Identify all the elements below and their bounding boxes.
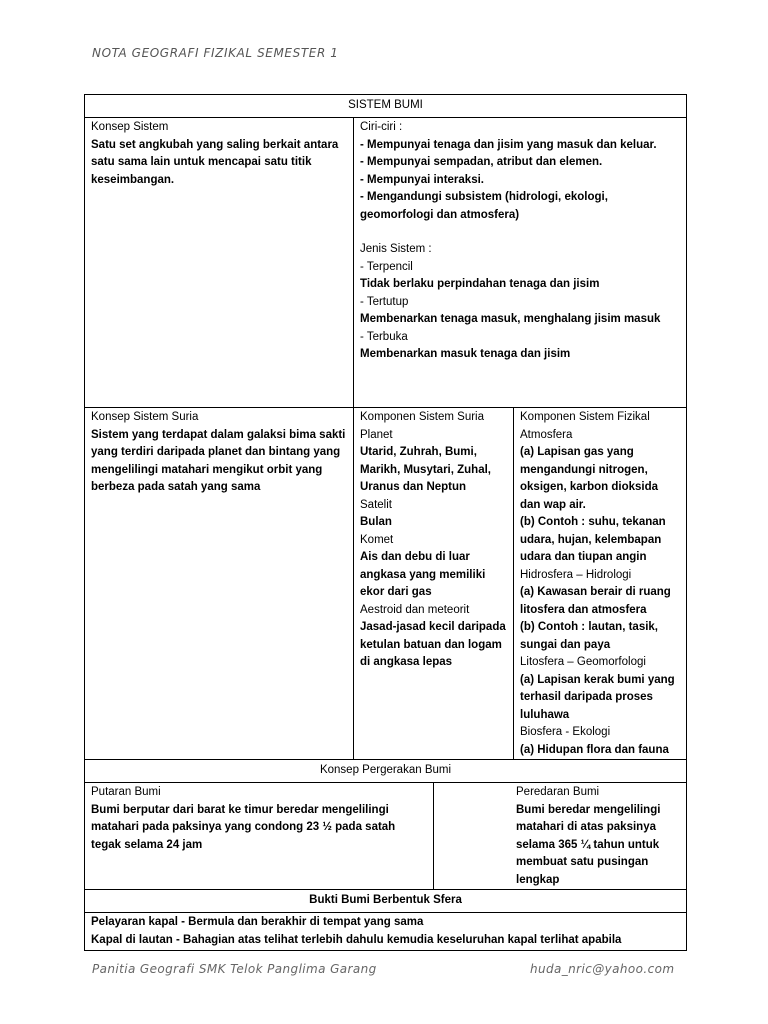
- konsep-suria-text: Sistem yang terdapat dalam galaksi bima sakti yang terdiri daripada planet dan bintang yang mengelilingi matahari mengikut orbit yang berbeza pada satah yang sama: [91, 428, 346, 493]
- section-title-sistem-bumi: SISTEM BUMI: [85, 95, 687, 118]
- peredaran-text: Bumi beredar mengelilingi matahari di atas paksinya selama 365 ¼ tahun untuk membuat satu pusingan lengkap: [516, 803, 661, 886]
- notes-table: [84, 94, 687, 951]
- ciri-label: Ciri-ciri :: [360, 121, 403, 133]
- footer-email: huda_nric@yahoo.com: [530, 962, 675, 976]
- atmosfera-b: (b) Contoh : suhu, tekanan udara, hujan, kelembapan udara dan tiupan angin: [520, 516, 666, 563]
- aestroid-text: Jasad-jasad kecil daripada ketulan batuan dan logam di angkasa lepas: [360, 621, 506, 668]
- biosfera-label: Biosfera - Ekologi: [520, 726, 611, 738]
- konsep-suria-label: Konsep Sistem Suria: [91, 411, 199, 423]
- ciri-item: - Mempunyai tenaga dan jisim yang masuk dan keluar.: [360, 138, 657, 151]
- cell-komponen-fizikal: [514, 408, 687, 760]
- jenis-name: - Terbuka: [360, 330, 408, 343]
- cell-putaran-bumi: [85, 783, 434, 890]
- komet-label: Komet: [360, 533, 394, 546]
- putaran-text: Bumi berputar dari barat ke timur beredar mengelilingi matahari pada paksinya yang condong 23 ½ pada satah tegak selama 24 jam: [91, 803, 396, 851]
- ciri-item: - Mempunyai interaksi.: [360, 173, 484, 186]
- bukti-item: Kapal di lautan - Bahagian atas telihat terlebih dahulu kemudia keseluruhan kapal terlihat apabila: [91, 933, 622, 946]
- section-header-row: [85, 890, 687, 913]
- aestroid-label: Aestroid dan meteorit: [360, 603, 470, 616]
- bukti-item: Pelayaran kapal - Bermula dan berakhir di tempat yang sama: [91, 916, 424, 928]
- cell-konsep-suria: [85, 408, 354, 760]
- section-title-bukti: Bukti Bumi Berbentuk Sfera: [85, 890, 687, 913]
- jenis-desc: Tidak berlaku perpindahan tenaga dan jisim: [360, 278, 600, 290]
- cell-ciri-ciri: [354, 118, 687, 408]
- hidrosfera-b: (b) Contoh : lautan, tasik, sungai dan paya: [520, 621, 658, 651]
- atmosfera-a: (a) Lapisan gas yang mengandungi nitrogen, oksigen, karbon dioksida dan wap air.: [520, 446, 659, 511]
- bulan-label: Bulan: [360, 516, 392, 528]
- jenis-name: - Tertutup: [360, 295, 409, 308]
- jenis-desc: Membenarkan tenaga masuk, menghalang jisim masuk: [360, 313, 661, 325]
- page-header: NOTA GEOGRAFI FIZIKAL SEMESTER 1: [92, 46, 339, 60]
- ciri-item: - Mengandungi subsistem (hidrologi, ekologi, geomorfologi dan atmosfera): [360, 191, 608, 221]
- row-sistem: [85, 118, 687, 408]
- komet-text: Ais dan debu di luar angkasa yang memiliki ekor dari gas: [360, 551, 486, 598]
- row-bukti: [85, 913, 687, 951]
- peredaran-label: Peredaran Bumi: [516, 786, 600, 798]
- satelit-label: Satelit: [360, 498, 392, 511]
- jenis-name: - Terpencil: [360, 260, 413, 273]
- cell-bukti: [85, 913, 687, 951]
- section-title-pergerakan: Konsep Pergerakan Bumi: [85, 760, 687, 783]
- planet-text: Utarid, Zuhrah, Bumi, Marikh, Musytari, Zuhal, Uranus dan Neptun: [360, 446, 491, 493]
- row-sistem-suria: [85, 408, 687, 760]
- section-header-row: [85, 95, 687, 118]
- litosfera-label: Litosfera – Geomorfologi: [520, 656, 646, 668]
- hidrosfera-a: (a) Kawasan berair di ruang litosfera dan atmosfera: [520, 586, 671, 616]
- hidrosfera-label: Hidrosfera – Hidrologi: [520, 568, 632, 581]
- cell-komponen-suria: [354, 408, 514, 760]
- putaran-label: Putaran Bumi: [91, 786, 161, 798]
- jenis-desc: Membenarkan masuk tenaga dan jisim: [360, 348, 571, 360]
- section-header-row: [85, 760, 687, 783]
- footer-school: Panitia Geografi SMK Telok Panglima Garang: [92, 962, 377, 976]
- konsep-sistem-text: Satu set angkubah yang saling berkait antara satu sama lain untuk mencapai satu titik keseimbangan.: [91, 138, 339, 186]
- konsep-sistem-label: Konsep Sistem: [91, 121, 169, 133]
- planet-label: Planet: [360, 428, 393, 441]
- komponen-suria-label: Komponen Sistem Suria: [360, 411, 485, 423]
- spacer: [360, 224, 680, 241]
- cell-peredaran-bumi: [434, 783, 687, 890]
- biosfera-a: (a) Hidupan flora dan fauna: [520, 743, 669, 756]
- row-pergerakan: [85, 783, 687, 890]
- komponen-fizikal-label: Komponen Sistem Fizikal: [520, 411, 650, 423]
- atmosfera-label: Atmosfera: [520, 428, 573, 441]
- litosfera-a: (a) Lapisan kerak bumi yang terhasil daripada proses luluhawa: [520, 673, 675, 721]
- cell-konsep-sistem: [85, 118, 354, 408]
- jenis-sistem-label: Jenis Sistem :: [360, 243, 432, 255]
- ciri-item: - Mempunyai sempadan, atribut dan elemen.: [360, 156, 603, 168]
